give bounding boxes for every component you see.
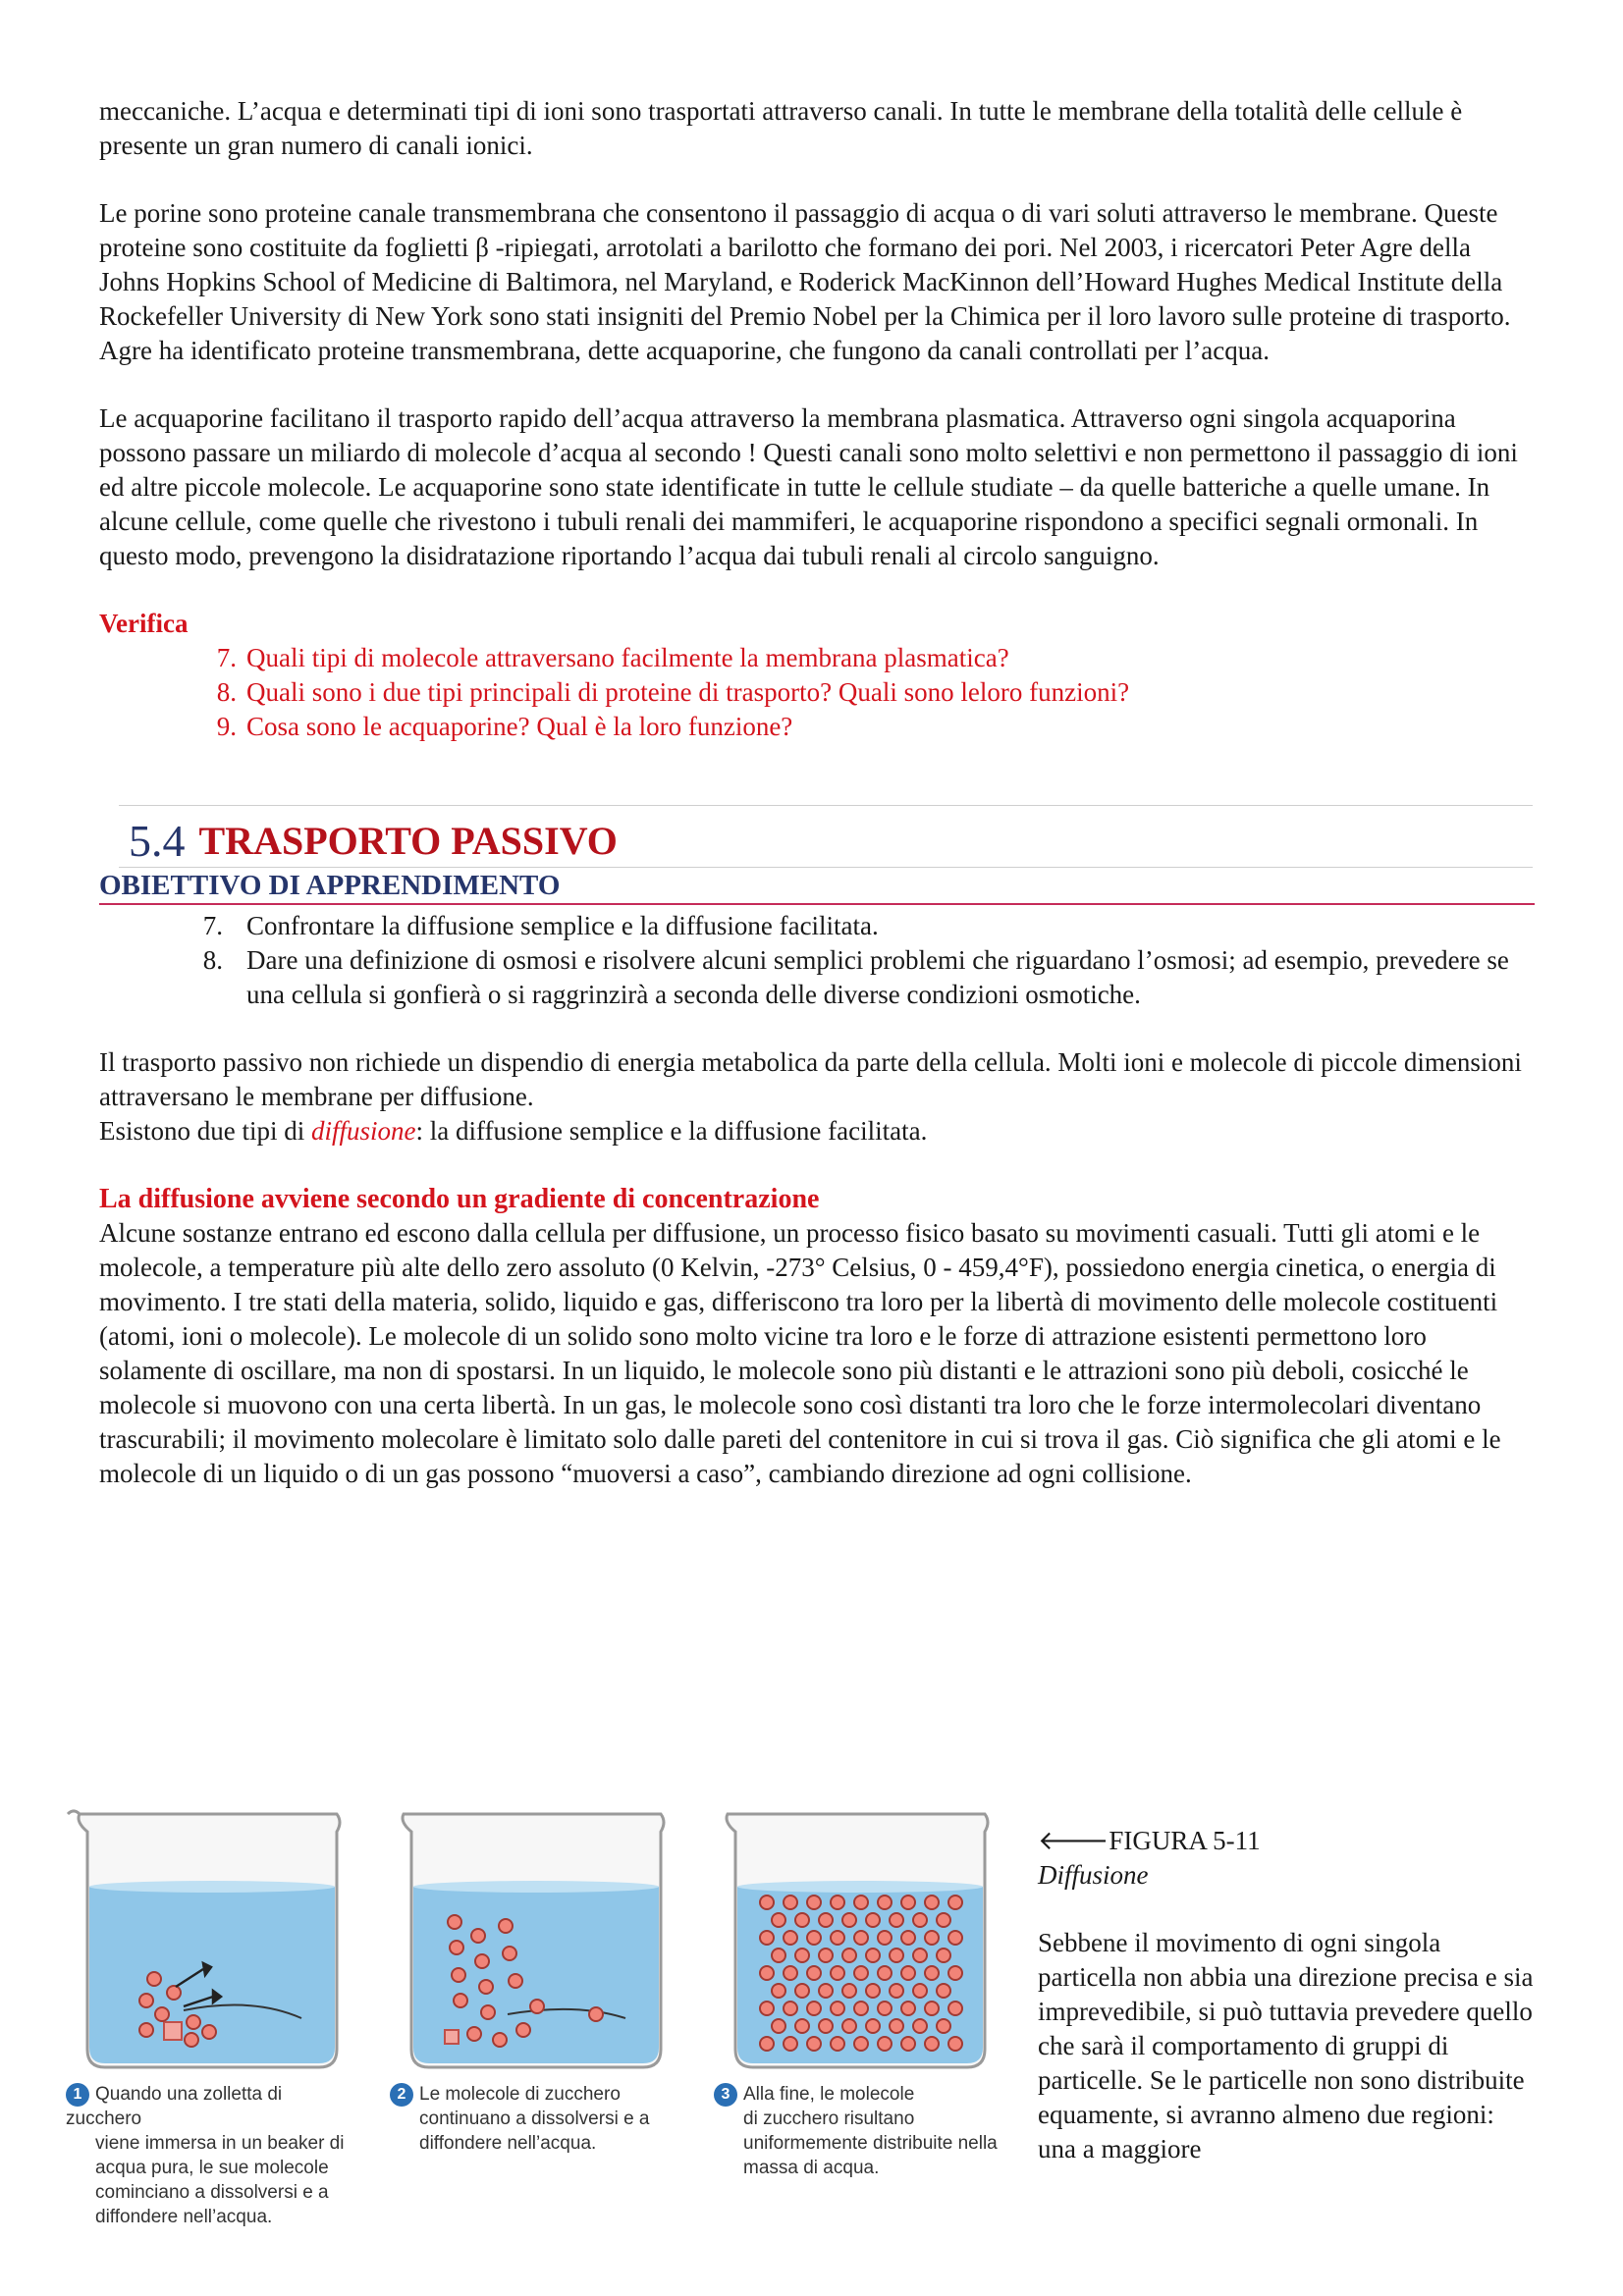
- sugar-molecule: [807, 2037, 821, 2051]
- caption-3: 3 Alla fine, le molecole di zucchero risultano uniformemente distribuite nella massa di acqua.: [714, 2082, 999, 2180]
- sugar-molecule: [913, 1913, 927, 1927]
- body-paragraph-1: Il trasporto passivo non richiede un dispendio di energia metabolica da parte della cellula. Molti ioni e molecole di piccole dimensioni attraversano le membrane per diffusione.: [99, 1047, 1522, 1111]
- sugar-molecule: [948, 1896, 962, 1909]
- sugar-molecule: [807, 1896, 821, 1909]
- caption-2: 2 Le molecole di zucchero continuano a dissolversi e a diffondere nell’acqua.: [390, 2082, 675, 2156]
- sugar-molecule: [925, 2002, 939, 2015]
- sugar-molecule: [831, 1896, 844, 1909]
- step-badge: 2: [390, 2083, 413, 2107]
- beaker-1-illustration: [66, 1804, 351, 2099]
- diffusione-term: diffusione: [311, 1116, 416, 1146]
- sugar-molecule: [948, 2002, 962, 2015]
- sugar-molecule: [890, 1984, 903, 1998]
- sugar-molecule: [795, 2019, 809, 2033]
- sugar-molecule: [948, 2037, 962, 2051]
- sugar-molecule: [866, 1913, 880, 1927]
- objective-item: 7. Confrontare la diffusione semplice e la diffusione facilitata.: [202, 911, 879, 940]
- sugar-molecule: [807, 2002, 821, 2015]
- intro-paragraph-1: meccaniche. L’acqua e determinati tipi di ioni sono trasportati attraverso canali. In tutte le membrane della totalità delle cellule è presente un gran numero di canali ionici.: [99, 96, 1463, 160]
- sugar-molecule: [842, 1949, 856, 1962]
- sugar-molecule: [795, 1913, 809, 1927]
- section-header: [99, 805, 1533, 905]
- sugar-molecule: [913, 1984, 927, 1998]
- section-title: [99, 806, 1533, 867]
- sugar-molecule: [772, 1984, 785, 1998]
- intro-paragraph-3: Le acquaporine facilitano il trasporto rapido dell’acqua attraverso la membrana plasmatica. Attraverso ogni singola acquaporina possono passare un miliardo di molecole d’acqua al secondo ! Questi canali sono molto selettivi e non permettono il passaggio di ioni ed altre piccole molecole. Le acquaporine sono state identificate in tutte le cellule studiate – da quelle batteriche a quelle umane. In alcune cellule, come quelle che rivestono i tubuli renali dei mammiferi, le acquaporine rispondono a specifici segnali ormonali. In questo modo, prevengono la disidratazione riportando l’acqua dai tubuli renali al circolo sanguigno.: [99, 403, 1518, 570]
- sugar-molecule: [819, 1949, 833, 1962]
- sugar-molecule: [948, 1931, 962, 1945]
- verifica-item: 7. Quali tipi di molecole attraversano facilmente la membrana plasmatica?: [216, 643, 1009, 672]
- beaker-2-illustration: [390, 1804, 675, 2099]
- figure-label: 🡐FIGURA 5-11: [1038, 1826, 1261, 1855]
- verifica-item: 9. Cosa sono le acquaporine? Qual è la loro funzione?: [216, 712, 793, 741]
- sugar-molecule: [784, 2002, 797, 2015]
- objective-item: 8. Dare una definizione di osmosi e risolvere alcuni semplici problemi che riguardano l’osmosi; ad esempio, prevedere se una cellula si gonfierà o si raggrinzirà a seconda delle diverse condizioni osmotiche.: [202, 945, 1509, 1009]
- sugar-molecule: [854, 2002, 868, 2015]
- sugar-molecule: [866, 1949, 880, 1962]
- sugar-molecule: [807, 1931, 821, 1945]
- sugar-molecule: [760, 1931, 774, 1945]
- sugar-molecule: [901, 1931, 915, 1945]
- sugar-molecule: [878, 1931, 892, 1945]
- intro-paragraph-2: Le porine sono proteine canale transmembrana che consentono il passaggio di acqua o di vari soluti attraverso le membrane. Queste proteine sono costituite da foglietti β -ripiegati, arrotolati a barilotto che formano dei pori. Nel 2003, i ricercatori Peter Agre della Johns Hopkins School of Medicine di Baltimora, nel Maryland, e Roderick MacKinnon dell’Howard Hughes Medical Institute della Rockefeller University di New York sono stati insigniti del Premio Nobel per la Chimica per il loro lavoro sulle proteine di trasporto. Agre ha identificato proteine transmembrana, dette acquaporine, che fungono da canali controllati per l’acqua.: [99, 198, 1511, 365]
- sugar-molecule: [937, 1949, 950, 1962]
- sugar-molecule: [890, 1949, 903, 1962]
- sugar-molecule: [890, 2019, 903, 2033]
- sugar-molecule: [901, 1896, 915, 1909]
- sugar-molecule: [925, 1931, 939, 1945]
- objective-rule: [99, 903, 1535, 905]
- body-paragraph-3: Alcune sostanze entrano ed escono dalla cellula per diffusione, un processo fisico basato su movimenti casuali. Tutti gli atomi e le molecole, a temperature più alte dello zero assoluto (0 Kelvin, -273° Celsius, 0 - 459,4°F), possiedono energia cinetica, o energia di movimento. I tre stati della materia, solido, liquido e gas, differiscono tra loro per la libertà di movimento delle molecole costituenti (atomi, ioni o molecole). Le molecole di un solido sono molto vicine tra loro e le forze di attrazione esistenti permettono loro solamente di oscillare, ma non di spostarsi. In un liquido, le molecole sono più distanti e le attrazioni sono più deboli, cosicché le molecole si muovono con una certa libertà. In un gas, le molecole sono così distanti tra loro che le forze intermolecolari diventano trascurabili; il movimento molecolare è limitato solo dalle pareti del contenitore in cui si trova il gas. Ciò significa che gli atomi e le molecole di un liquido o di un gas possono “muoversi a caso”, cambiando direzione ad ogni collisione.: [99, 1218, 1501, 1488]
- sugar-molecule: [878, 1896, 892, 1909]
- sugar-molecule: [948, 1966, 962, 1980]
- caption-1: 1 Quando una zolletta di zucchero viene immersa in un beaker di acqua pura, le sue molecole cominciano a dissolversi e a diffondere nell’acqua.: [66, 2084, 345, 2227]
- sugar-molecule: [901, 1966, 915, 1980]
- sugar-molecule: [831, 1966, 844, 1980]
- sugar-molecule: [925, 1966, 939, 1980]
- sugar-molecule: [854, 1966, 868, 1980]
- sugar-molecule: [772, 1913, 785, 1927]
- beaker-3-illustration: [714, 1804, 999, 2099]
- sugar-molecule: [842, 2019, 856, 2033]
- sugar-molecule: [866, 2019, 880, 2033]
- sugar-molecule: [784, 2037, 797, 2051]
- figure-5-11: [66, 1804, 1539, 2227]
- sugar-molecule: [831, 2002, 844, 2015]
- subheading: La diffusione avviene secondo un gradiente di concentrazione: [99, 1184, 820, 1214]
- step-badge: 3: [714, 2083, 737, 2107]
- sugar-molecule: [784, 1896, 797, 1909]
- sugar-molecule: [913, 2019, 927, 2033]
- sugar-molecule: [819, 1984, 833, 1998]
- figure-side-text: [1038, 1824, 1539, 2166]
- sugar-molecule: [937, 2019, 950, 2033]
- sugar-molecule: [842, 1984, 856, 1998]
- sugar-molecule: [819, 2019, 833, 2033]
- sugar-molecule: [760, 1896, 774, 1909]
- sugar-molecule: [878, 2002, 892, 2015]
- objective-list: [99, 909, 1533, 1012]
- body-paragraph-2: Esistono due tipi di diffusione: la diffusione semplice e la diffusione facilitata.: [99, 1116, 928, 1146]
- sugar-molecule: [760, 2002, 774, 2015]
- sugar-molecule: [760, 1966, 774, 1980]
- sugar-molecule: [760, 2037, 774, 2051]
- verifica-list: [99, 641, 1533, 744]
- step-badge: 1: [66, 2083, 89, 2107]
- sugar-molecule: [854, 1896, 868, 1909]
- figure-subtitle: Diffusione: [1038, 1860, 1149, 1890]
- sugar-molecule: [831, 1931, 844, 1945]
- sugar-molecule: [807, 1966, 821, 1980]
- sugar-molecule: [913, 1949, 927, 1962]
- sugar-molecule: [772, 2019, 785, 2033]
- sugar-molecule: [937, 1984, 950, 1998]
- objective-heading: OBIETTIVO DI APPRENDIMENTO: [99, 870, 561, 901]
- figure-description: Sebbene il movimento di ogni singola particella non abbia una direzione precisa e sia imprevedibile, si può tuttavia prevedere quello che sarà il comportamento di gruppi di particelle. Se le particelle non sono distribuite equamente, si avranno almeno due regioni: una a maggiore: [1038, 1928, 1534, 2163]
- sugar-molecule: [925, 1896, 939, 1909]
- sugar-molecule: [819, 1913, 833, 1927]
- sugar-molecule: [878, 1966, 892, 1980]
- sugar-molecule: [878, 2037, 892, 2051]
- section-name: TRASPORTO PASSIVO: [198, 819, 618, 863]
- sugar-molecule: [925, 2037, 939, 2051]
- sugar-molecule: [784, 1966, 797, 1980]
- sugar-molecule: [795, 1984, 809, 1998]
- sugar-molecule: [937, 1913, 950, 1927]
- document-page: [99, 94, 1533, 1491]
- sugar-molecule: [854, 1931, 868, 1945]
- sugar-molecule: [795, 1949, 809, 1962]
- verifica-item: 8. Quali sono i due tipi principali di proteine di trasporto? Quali sono leloro funzioni?: [216, 677, 1130, 707]
- section-number: 5.4: [129, 816, 186, 866]
- sugar-molecule: [901, 2037, 915, 2051]
- sugar-molecule: [854, 2037, 868, 2051]
- sugar-molecule: [772, 1949, 785, 1962]
- sugar-molecule: [842, 1913, 856, 1927]
- verifica-heading: Verifica: [99, 609, 189, 638]
- sugar-molecule: [831, 2037, 844, 2051]
- sugar-molecule: [890, 1913, 903, 1927]
- sugar-molecule: [866, 1984, 880, 1998]
- sugar-molecule: [901, 2002, 915, 2015]
- sugar-molecule: [784, 1931, 797, 1945]
